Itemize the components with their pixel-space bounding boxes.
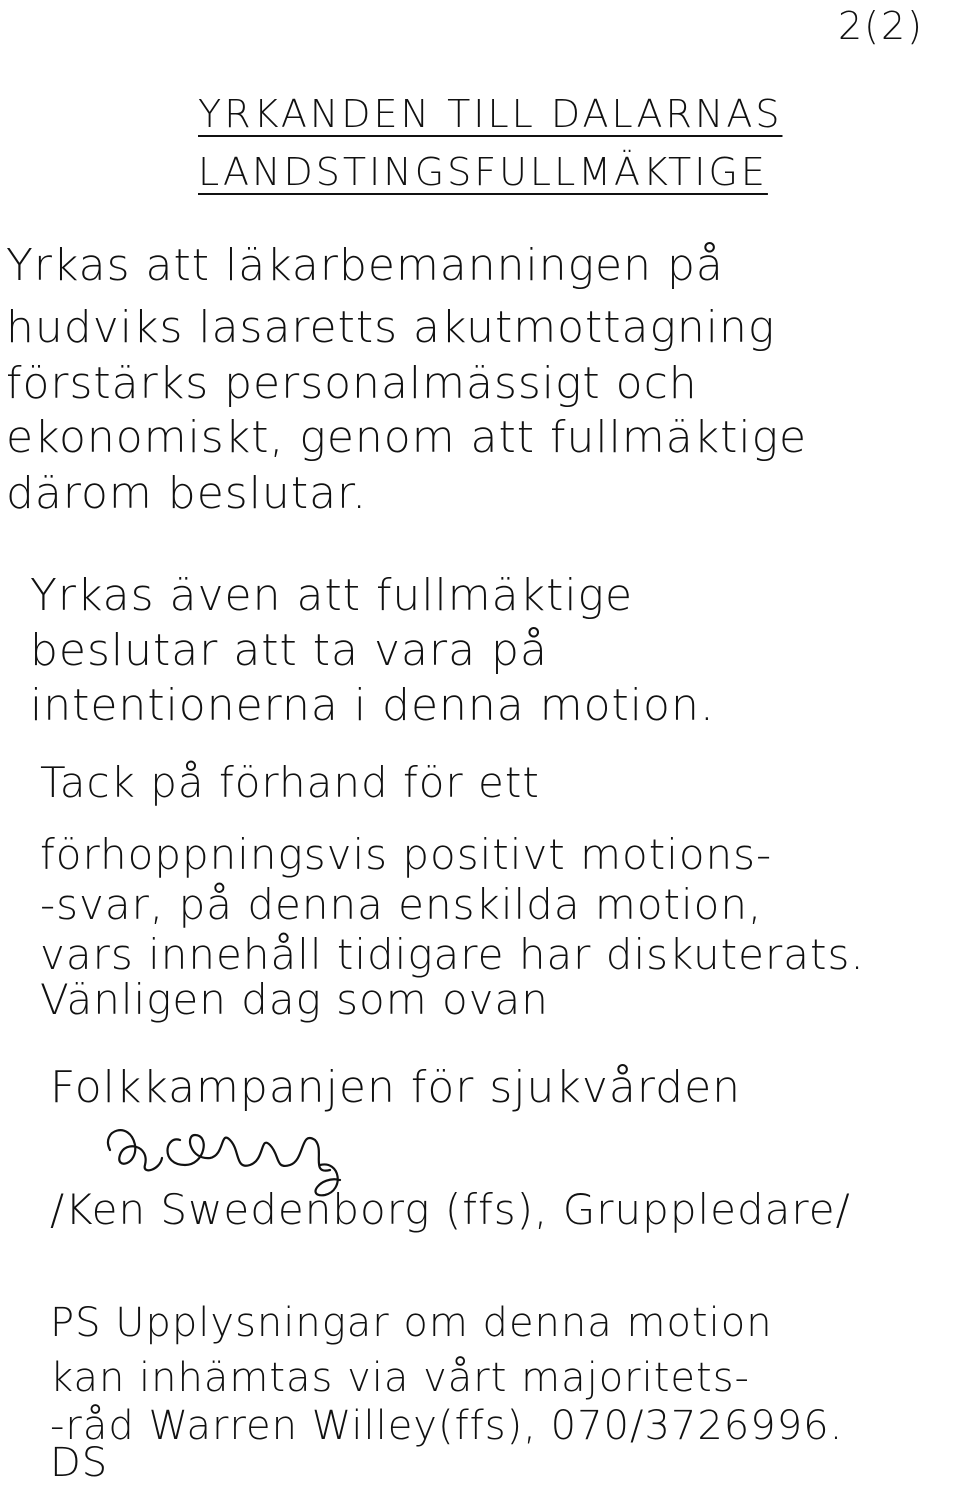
text-line: -svar, på denna enskilda motion, xyxy=(40,880,763,929)
text-line: Yrkas att läkarbemanningen på xyxy=(6,240,724,291)
text-line: PS Upplysningar om denna motion xyxy=(50,1300,773,1346)
text-line: vars innehåll tidigare har diskuterats. xyxy=(40,930,865,979)
text-line: ekonomiskt, genom att fullmäktige xyxy=(6,412,808,463)
text-line: Yrkas även att fullmäktige xyxy=(30,570,634,621)
page-number: 2(2) xyxy=(838,4,925,48)
text-line: DS xyxy=(50,1440,109,1486)
text-line: Tack på förhand för ett xyxy=(40,758,540,807)
title-line-1: YRKANDEN TILL DALARNAS xyxy=(198,92,783,136)
text-line: därom beslutar. xyxy=(6,468,368,519)
text-line: kan inhämtas via vårt majoritets- xyxy=(50,1355,750,1401)
text-line: intentionerna i denna motion. xyxy=(30,680,715,731)
text-line: -råd Warren Willey(ffs), 070/3726996. xyxy=(50,1403,844,1449)
text-line: hudviks lasaretts akutmottagning xyxy=(6,302,776,353)
signer-name: /Ken Swedenborg (ffs), Gruppledare/ xyxy=(50,1185,851,1234)
title-line-2: LANDSTINGSFULLMÄKTIGE xyxy=(198,150,768,194)
organization-name: Folkkampanjen för sjukvården xyxy=(50,1062,742,1113)
text-line: beslutar att ta vara på xyxy=(30,625,548,676)
text-line: Vänligen dag som ovan xyxy=(40,975,549,1024)
text-line: förhoppningsvis positivt motions- xyxy=(40,830,773,879)
text-line: förstärks personalmässigt och xyxy=(6,358,698,409)
